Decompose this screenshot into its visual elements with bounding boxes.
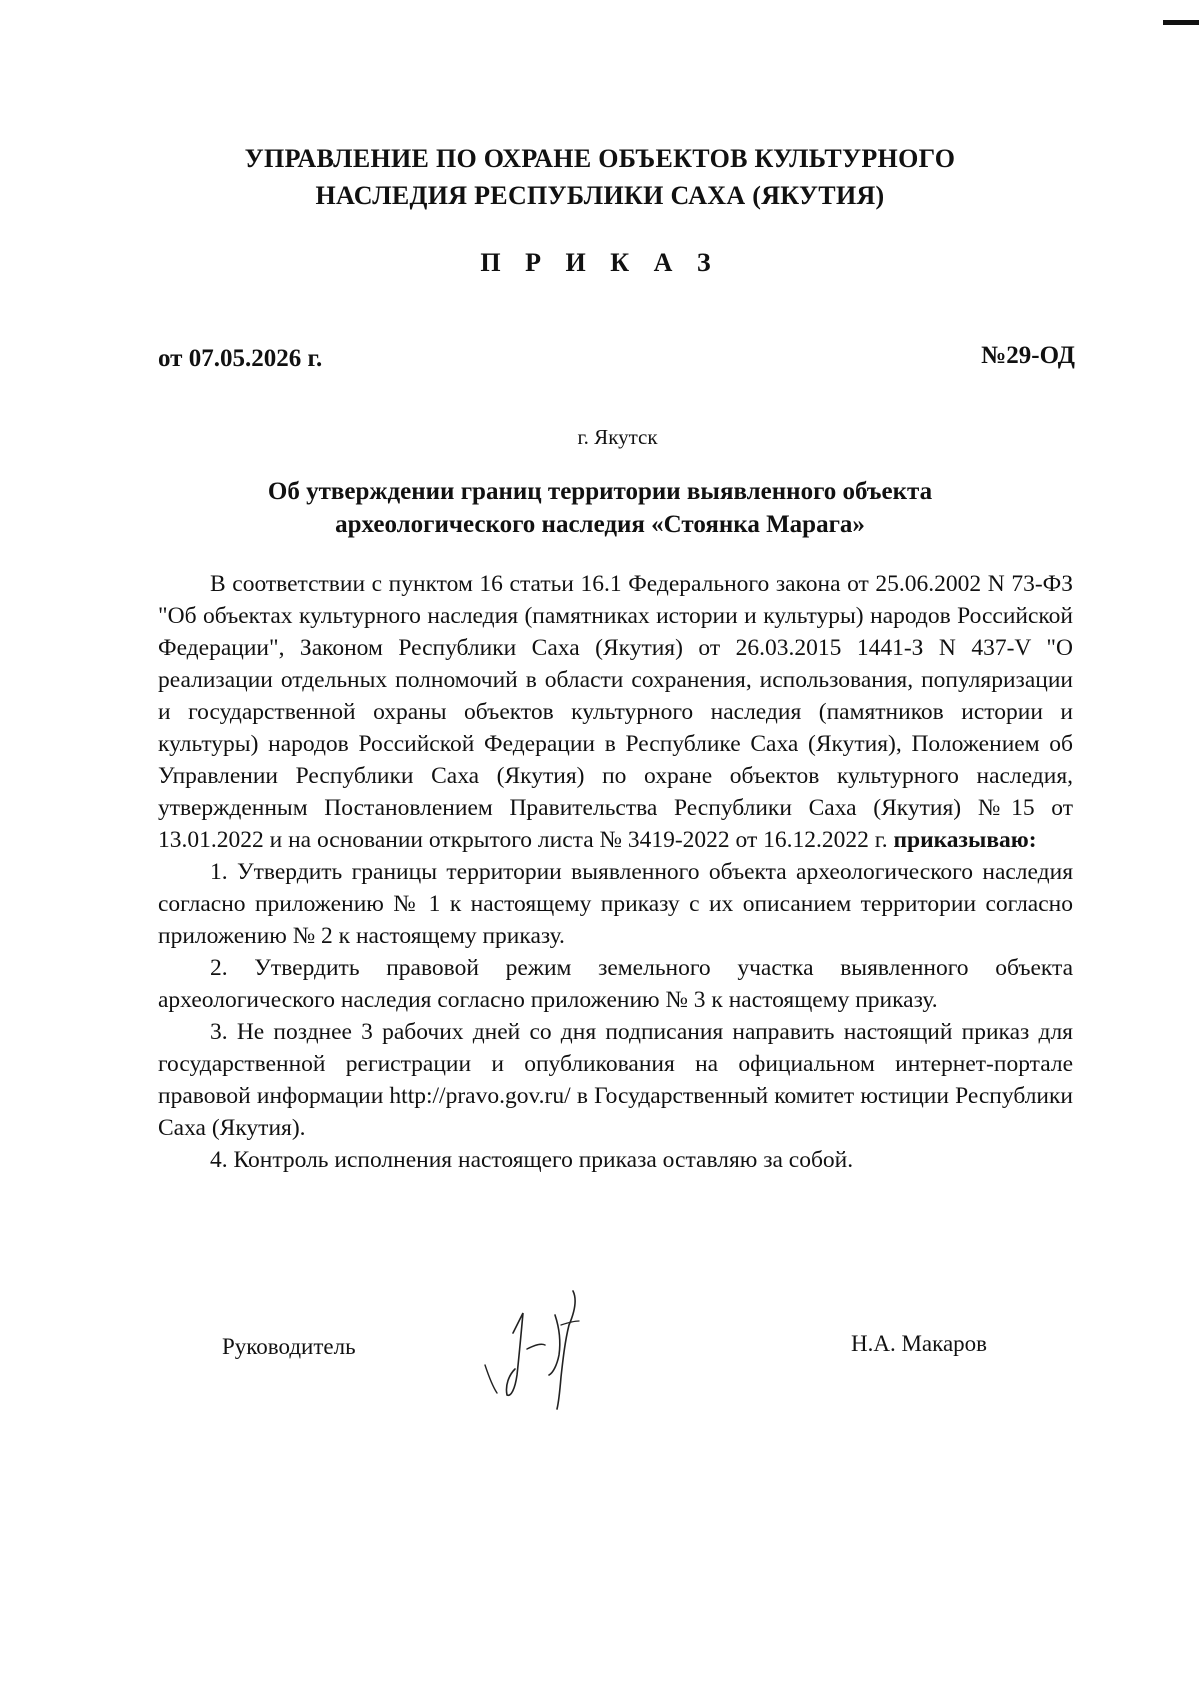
order-body [158, 568, 1073, 1176]
organization-name [160, 140, 1040, 214]
order-item-4: 4. Контроль исполнения настоящего приказа оставляю за собой. [210, 1147, 854, 1173]
city: г. Якутск [577, 425, 658, 449]
org-line-2: НАСЛЕДИЯ РЕСПУБЛИКИ САХА (ЯКУТИЯ) [315, 181, 885, 210]
preamble-paragraph [158, 568, 1073, 856]
order-word: приказываю: [893, 827, 1037, 853]
order-item-1: 1. Утвердить границы территории выявленного объекта археологического наследия согласно приложению № 1 к настоящему приказу с их описанием территории согласно приложению № 2 к настоящему приказу. [158, 859, 1073, 949]
order-date: от 07.05.2026 г. [158, 345, 323, 372]
signatory-name: Н.А. Макаров [851, 1331, 988, 1356]
preamble-text: В соответствии с пунктом 16 статьи 16.1 Федерального закона от 25.06.2002 N 73-ФЗ "Об объектах культурного наследия (памятниках истории и культуры) народов Российской Федерации", Законом Республики Саха (Якутия) от 26.03.2015 1441-З N 437-V "О реализации отдельных полномочий в области сохранения, использования, популяризации и государственной охраны объектов культурного наследия (памятников истории и культуры) народов Российской Федерации в Республике Саха (Якутия), Положением об Управлении Республики Саха (Якутия) по охране объектов культурного наследия, утвержденным Постановлением Правительства Республики Саха (Якутия) №15 от 13.01.2022 и на основании открытого листа № 3419-2022 от 16.12.2022 г. [158, 571, 1073, 853]
org-line-1: УПРАВЛЕНИЕ ПО ОХРАНЕ ОБЪЕКТОВ КУЛЬТУРНОГО [244, 144, 956, 173]
handwritten-signature [475, 1285, 625, 1430]
document-type: П Р И К А З [480, 248, 720, 277]
scan-edge-mark [1163, 20, 1199, 25]
order-subject [160, 475, 1040, 541]
order-item-3: 3. Не позднее 3 рабочих дней со дня подписания направить настоящий приказ для государственной регистрации и опубликования на официальном интернет-портале правовой информации http://pravo.gov.ru/ в Государственный комитет юстиции Республики Саха (Якутия). [158, 1019, 1073, 1141]
order-item-2: 2. Утвердить правовой режим земельного участка выявленного объекта археологического наследия согласно приложению № 3 к настоящему приказу. [158, 955, 1073, 1013]
subject-line-2: археологического наследия «Стоянка Марага» [335, 511, 865, 538]
subject-line-1: Об утверждении границ территории выявленного объекта [267, 478, 933, 505]
order-number: №29-ОД [981, 342, 1075, 369]
signatory-role: Руководитель [222, 1334, 356, 1359]
